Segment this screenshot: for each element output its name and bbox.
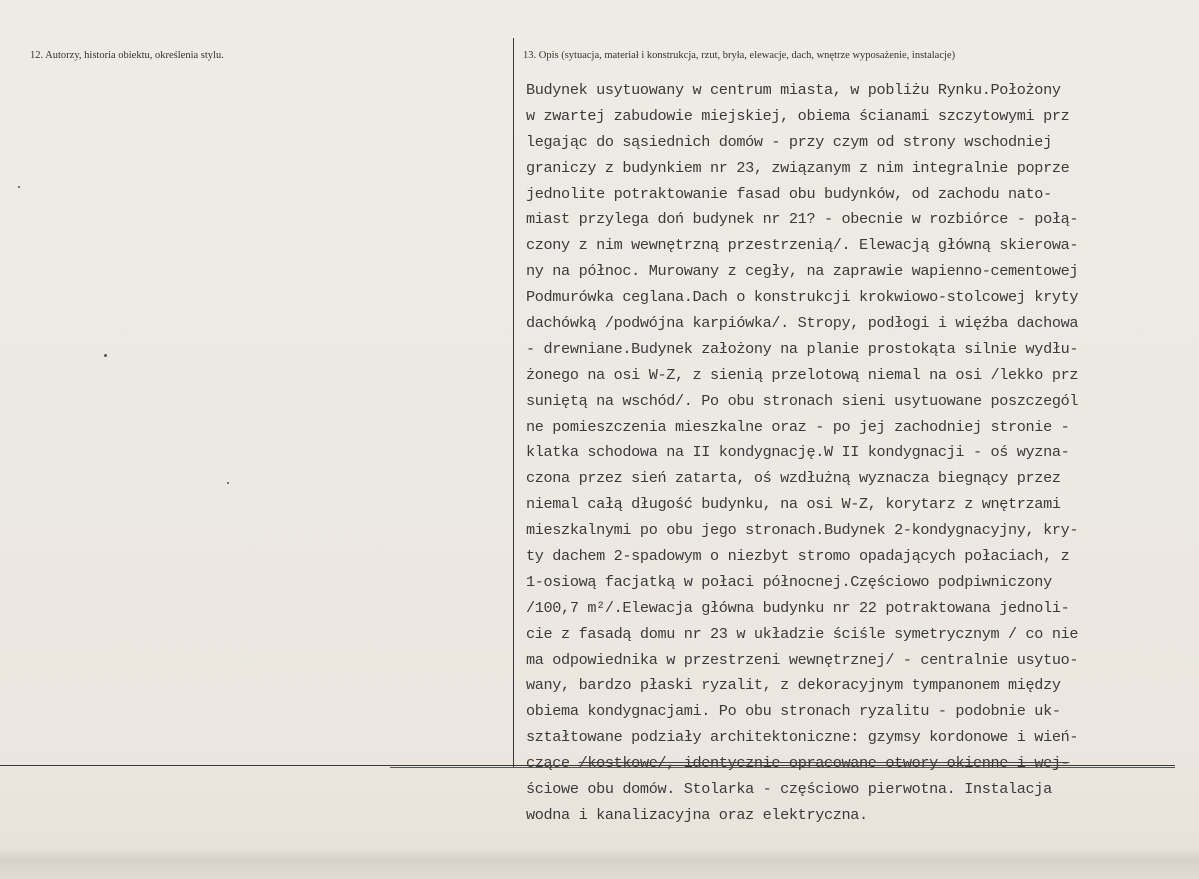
ink-speck (18, 186, 20, 188)
text-line: ściowe obu domów. Stolarka - częściowo pierwotna. Instalacja (526, 780, 1052, 799)
text-line: klatka schodowa na II kondygnację.W II kondygnacji - oś wyzna- (526, 443, 1070, 462)
text-line: wany, bardzo płaski ryzalit, z dekoracyjnym tympanonem między (526, 676, 1061, 695)
text-line: czona przez sień zatarta, oś wzdłużną wyznacza biegnący przez (526, 469, 1061, 488)
section-13-header: 13. Opis (sytuacja, materiał i konstrukcja, rzut, bryła, elewacje, dach, wnętrze wyposażenie, instalacje) (523, 50, 956, 61)
text-line: Podmurówka ceglana.Dach o konstrukcji krokwiowo-stolcowej kryty (526, 288, 1079, 307)
description-text (526, 78, 1176, 829)
text-line: ny na północ. Murowany z cegły, na zaprawie wapienno-cementowej (526, 262, 1079, 281)
text-line: miast przylega doń budynek nr 21? - obecnie w rozbiórce - połą- (526, 210, 1079, 229)
text-line: 1-osiową facjatką w połaci północnej.Częściowo podpiwniczony (526, 572, 1052, 591)
text-line: w zwartej zabudowie miejskiej, obiema ścianami szczytowymi prz (526, 106, 1070, 125)
paper-edge (0, 848, 1199, 879)
text-line: żonego na osi W-Z, z sienią przelotową niemal na osi /lekko prz (526, 365, 1079, 384)
text-line: suniętą na wschód/. Po obu stronach sieni usytuowane poszczegól (526, 391, 1079, 410)
section-12-header: 12. Autorzy, historia obiektu, określenia stylu. (30, 50, 224, 61)
struck-line-text: /kostkowe/, identycznie opracowane otwory okienne i wej- (578, 754, 1070, 773)
text-line: mieszkalnymi po obu jego stronach.Budynek 2-kondygnacyjny, kry- (526, 521, 1079, 540)
text-line: graniczy z budynkiem nr 23, związanym z nim integralnie poprze (526, 158, 1070, 177)
text-line: - drewniane.Budynek założony na planie prostokąta silnie wydłu- (526, 339, 1079, 358)
text-line: Budynek usytuowany w centrum miasta, w pobliżu Rynku.Położony (526, 81, 1061, 99)
description-lines (526, 78, 1176, 751)
text-line: ty dachem 2-spadowym o niezbyt stromo opadających połaciach, z (526, 547, 1070, 566)
text-line: wodna i kanalizacyjna oraz elektryczna. (526, 805, 868, 824)
struck-line (526, 751, 1176, 777)
text-line: /100,7 m²/.Elewacja główna budynku nr 22 potraktowana jednoli- (526, 598, 1070, 617)
text-line: jednolite potraktowanie fasad obu budynków, od zachodu nato- (526, 184, 1052, 203)
struck-line-prefix: czące (526, 754, 579, 773)
column-divider (513, 38, 514, 768)
text-line: czony z nim wewnętrzną przestrzenią/. Elewacją główną skierowa- (526, 236, 1079, 255)
text-line: ma odpowiednika w przestrzeni wewnętrznej/ - centralnie usytuo- (526, 650, 1079, 669)
continuation-lines (526, 777, 1176, 829)
text-line: niemal całą długość budynku, na osi W-Z, korytarz z wnętrzami (526, 495, 1061, 514)
text-line: ształtowane podziały architektoniczne: gzymsy kordonowe i wień- (526, 728, 1079, 747)
text-line: dachówką /podwójna karpiówka/. Stropy, podłogi i więźba dachowa (526, 314, 1079, 333)
ink-speck (104, 354, 107, 357)
ink-speck (227, 482, 229, 484)
text-line: ne pomieszczenia mieszkalne oraz - po jej zachodniej stronie - (526, 417, 1070, 436)
text-line: cie z fasadą domu nr 23 w układzie ściśle symetrycznym / co nie (526, 624, 1079, 643)
text-line: obiema kondygnacjami. Po obu stronach ryzalitu - podobnie uk- (526, 702, 1061, 721)
text-line: legając do sąsiednich domów - przy czym od strony wschodniej (526, 132, 1052, 151)
